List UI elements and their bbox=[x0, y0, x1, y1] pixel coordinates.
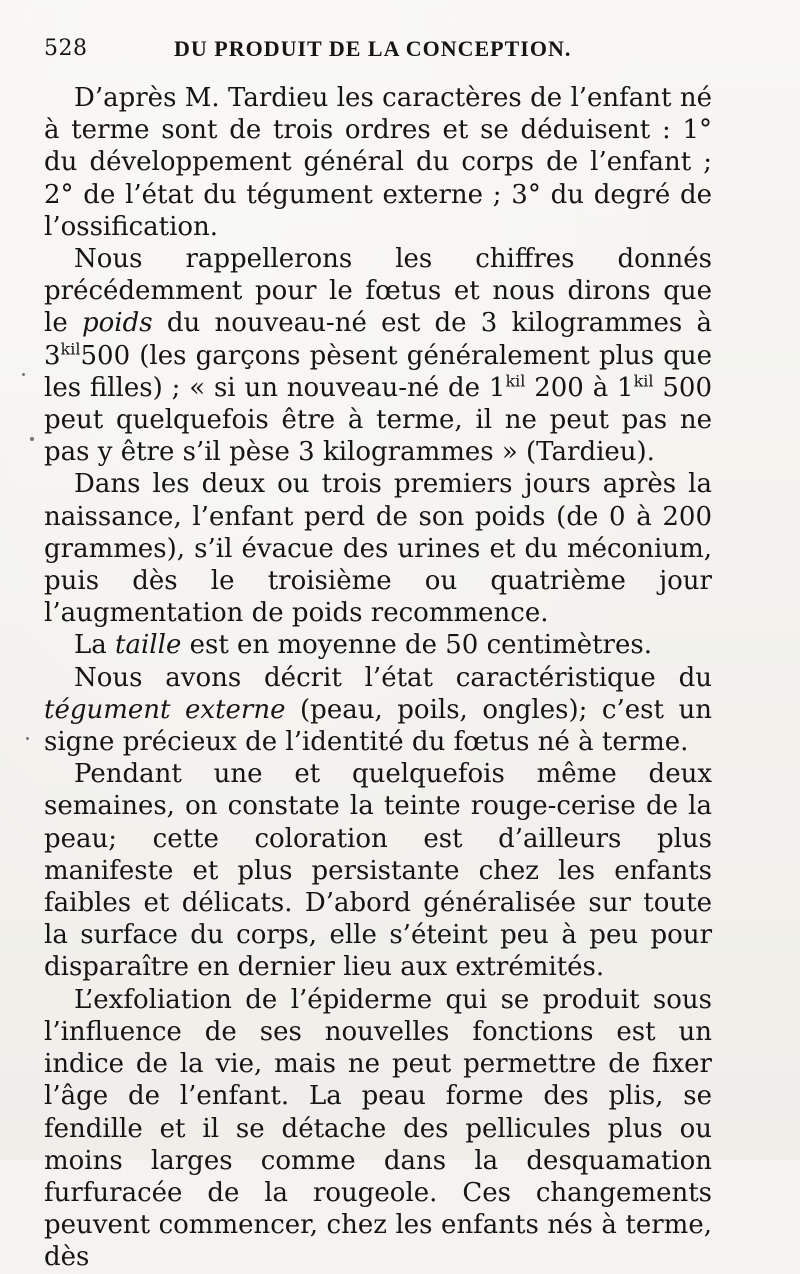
running-head: DU PRODUIT DE LA CONCEPTION. bbox=[174, 36, 572, 61]
scan-speck bbox=[22, 373, 25, 376]
paragraph-2-text-b: 500 (les garçons pèsent généralement plus que les filles) ; « si un nouveau-né de 1 bbox=[44, 340, 712, 403]
paragraph-2-lead: Nous rappellerons les chiffres donnés précédemment pour le fœtus et nous dirons que le bbox=[44, 244, 712, 339]
paragraph-2-italic: poids bbox=[81, 308, 153, 339]
paragraph-2-text-a: du nouveau-né est de 3 kilogrammes à 3 bbox=[44, 308, 713, 371]
body-text bbox=[44, 82, 712, 1274]
paragraph-4 bbox=[44, 629, 712, 661]
paragraph-1: D’après M. Tardieu les caractères de l’enfant né à terme sont de trois ordres et se déduisent : 1° du développement général du corps de l’enfant ; 2° de l’état du tégument externe ; 3° du degré de l’ossification. bbox=[44, 83, 712, 242]
paragraph-5-text: (peau, poils, ongles); c’est un signe précieux de l’identité du fœtus né à terme. bbox=[44, 694, 712, 758]
paragraph-6: Pendant une et quelquefois même deux semaines, on constate la teinte rouge-cerise de la peau; cette coloration est d’ailleurs plus manifeste et plus persistante chez les enfants faibles et délicats. D’abord généralisée sur toute la surface du corps, elle s’éteint peu à peu pour disparaître en dernier lieu aux extrémités. bbox=[44, 759, 712, 983]
paragraph-5 bbox=[44, 662, 712, 759]
kil-superscript-3: kil bbox=[633, 371, 654, 391]
scan-speck bbox=[30, 437, 34, 441]
paragraph-4-italic: taille bbox=[115, 630, 182, 661]
paragraph-5-italic: tégument externe bbox=[44, 694, 286, 725]
paragraph-2 bbox=[44, 243, 712, 468]
paragraph-3: Dans les deux ou trois premiers jours après la naissance, l’enfant perd de son poids (de 0 à 200 grammes), s’il évacue des urines et du méconium, puis dès le troisième ou quatrième jour l’augmentation de poids recommence. bbox=[44, 469, 712, 629]
page-number: 528 bbox=[44, 36, 88, 61]
page-header bbox=[44, 36, 724, 68]
paragraph-4-lead: La bbox=[74, 630, 107, 661]
paragraph-5-lead: Nous avons décrit l’état caractéristique du bbox=[74, 662, 712, 693]
scan-speck bbox=[26, 737, 29, 740]
paragraph-7: L’exfoliation de l’épiderme qui se produit sous l’influence de ses nouvelles fonctions est un indice de la vie, mais ne peut permettre de fixer l’âge de l’enfant. La peau forme des plis, se fendille et il se détache des pellicules plus ou moins larges comme dans la desquamation furfuracée de la rougeole. Ces changements peuvent commencer, chez les enfants nés à terme, dès bbox=[44, 984, 712, 1273]
paragraph-2-text-c: 200 à 1 bbox=[525, 372, 634, 403]
kil-superscript-2: kil bbox=[505, 371, 526, 391]
paragraph-2-text-d: 500 peut quelquefois être à terme, il ne peut pas ne pas y être s’il pèse 3 kilogrammes » (Tardieu). bbox=[44, 372, 713, 468]
kil-superscript-1: kil bbox=[60, 338, 81, 358]
paragraph-4-text: est en moyenne de 50 centimètres. bbox=[181, 630, 652, 661]
